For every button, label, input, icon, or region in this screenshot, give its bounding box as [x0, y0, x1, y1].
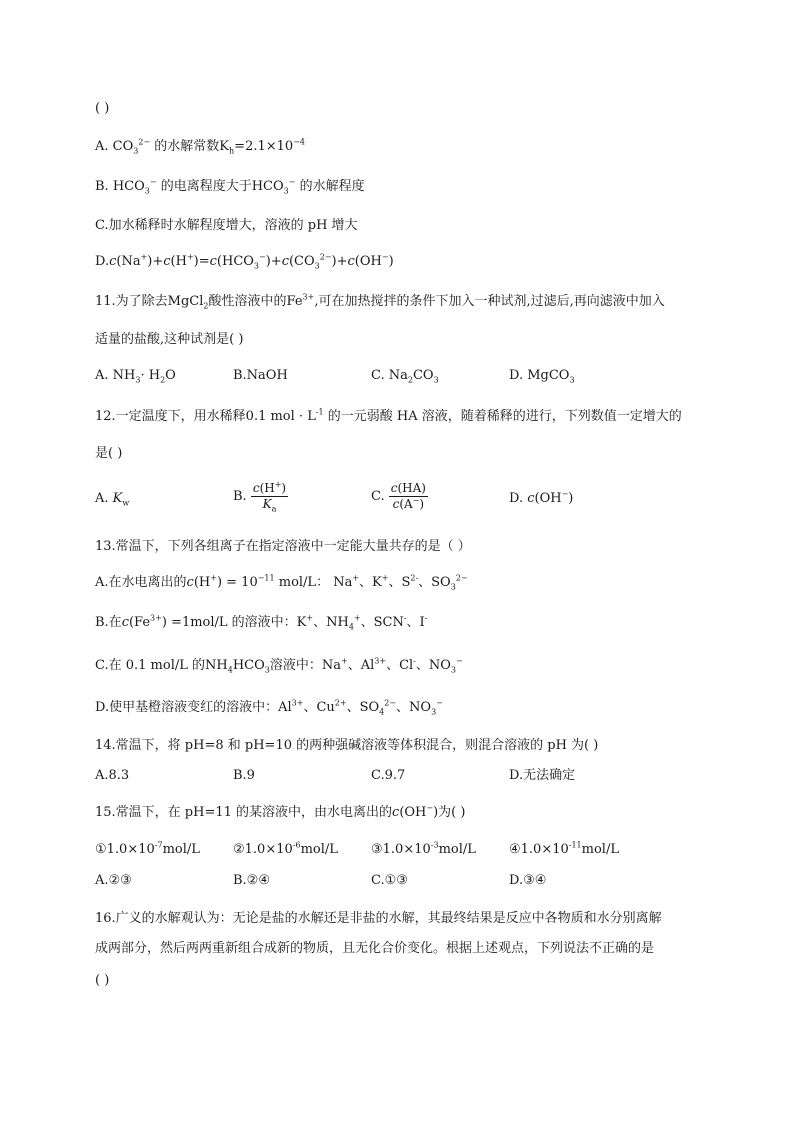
q16-stem-line1: 16.广义的水解观认为：无论是盐的水解还是非盐的水解，其最终结果是反应中各物质和水分别离解 [95, 911, 662, 926]
q14-option-c: C.9.7 [371, 768, 406, 783]
q13-option-b: B.在$c(Fe^{3+}) =1mol/L$ 的溶液中：K+、$NH_4^+$、SCN-、I- [95, 613, 428, 632]
q12-option-b: B. $\frac{c(H^+)}{K_a}$ [233, 480, 287, 514]
q15-stem: 15.常温下，在 pH=11 的某溶液中，由水电离出的c(OH−)为( ) [95, 803, 466, 820]
q15-item-3: $③1.0\times 10^{-3}mol/L$ [371, 840, 476, 857]
q16-stem-line3: ( ) [95, 973, 110, 988]
q13-option-d: D.使甲基橙溶液变红的溶液中：$Al^{3+}$、$Cu^{2+}$、$SO_4^{2-}$、$NO_3^-$ [95, 698, 443, 717]
q12-stem-line2: 是( ) [95, 446, 123, 461]
q13-option-c: C.在 0.1 mol/L 的$NH_4HCO_3$溶液中：Na+、$Al^{3+}$、Cl-、$NO_3^-$ [95, 656, 463, 675]
q13-option-a: A.在水电离出的$c(H^+) = 10^{-11}$ mol/L： Na+、K+、$S^{2-}$、$SO_3^{2-}$ [95, 573, 468, 592]
q14-option-a: A.8.3 [95, 768, 130, 783]
q15-item-1: $①1.0\times 10^{-7}mol/L$ [95, 840, 200, 857]
q11-stem-line1: 11.为了除去MgCl$_2$酸性溶液中的$Fe^{3+}$,可在加热搅拌的条件下加入一种试剂,过滤后,再向滤液中加入 [95, 292, 665, 311]
q15-item-2: $②1.0\times 10^{-6}mol/L$ [233, 840, 338, 857]
q10-paren: ( ) [95, 101, 110, 116]
q11-stem-line2: 适量的盐酸,这种试剂是( ) [95, 332, 244, 347]
q10-option-d: $D.c(Na^+)+c(H^+)=c(HCO_3^-)+c(CO_3^{2-})+c(OH^-)$ [95, 252, 394, 271]
q15-option-d: D.③④ [509, 873, 547, 888]
q15-option-a: A.②③ [95, 873, 132, 888]
q13-stem: 13.常温下，下列各组离子在指定溶液中一定能大量共存的是（ ） [95, 539, 471, 554]
q16-stem-line2: 成两部分，然后两两重新组合成新的物质，且无化合价变化。根据上述观点，下列说法不正确的是 [95, 941, 655, 956]
q12-option-b-fraction: $\frac{c(H^+)}{K_a}$ [252, 480, 287, 514]
q14-option-b: B.9 [233, 768, 255, 783]
q15-item-4: $④1.0\times 10^{-11}mol/L$ [509, 840, 619, 857]
q12-option-c: C. $\frac{c(HA)}{c(A^-)}$ [371, 481, 426, 511]
q12-stem-line1: 12.一定温度下，用水稀释0.1 mol · $L^{-1}$ 的一元弱酸 HA 溶液，随着稀释的进行，下列数值一定增大的 [95, 407, 682, 424]
q15-option-b: B.②④ [233, 873, 270, 888]
q10-option-c: C.加水稀释时水解程度增大，溶液的 pH 增大 [95, 218, 358, 233]
q11-option-a: A. $NH_3\cdot H_2O$ [95, 368, 176, 385]
q12-option-d: D. c(OH−) [509, 489, 574, 506]
q11-option-d: D. MgCO$_3$ [509, 368, 575, 385]
q12-option-c-fraction: $\frac{c(HA)}{c(A^-)}$ [390, 481, 426, 511]
q15-option-c: C.①③ [371, 873, 408, 888]
q10-option-b: B. $HCO_3^-$ 的电离程度大于$HCO_3^-$ 的水解程度 [95, 177, 365, 196]
q10-option-a: A. $CO_3^{2-}$ 的水解常数$K_h=2.1\times 10^{-4}$ [95, 137, 305, 156]
q11-option-c: C. $Na_2CO_3$ [371, 368, 439, 385]
q14-stem: 14.常温下，将 pH=8 和 pH=10 的两种强碱溶液等体积混合，则混合溶液的 pH 为( ) [95, 738, 599, 753]
q14-option-d: D.无法确定 [509, 768, 576, 783]
q11-option-b: B.NaOH [233, 368, 288, 383]
q12-option-a: A. $K_w$ [95, 491, 130, 508]
